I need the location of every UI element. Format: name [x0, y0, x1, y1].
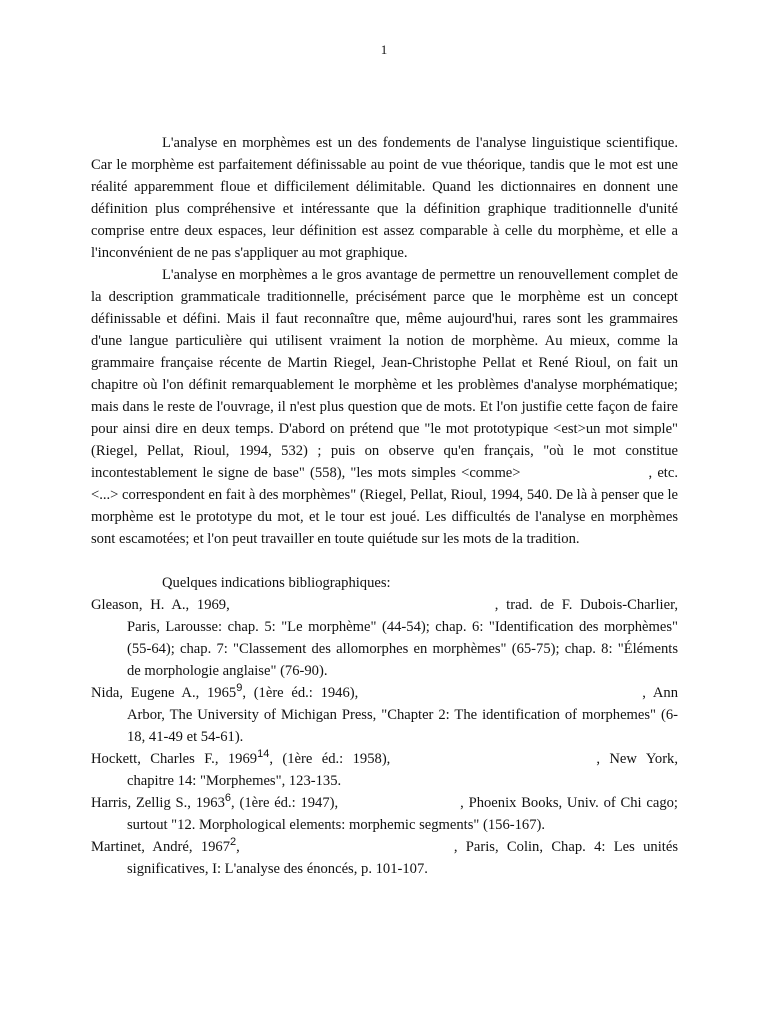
- entry-author: Gleason, H. A., 1969,: [91, 597, 230, 613]
- bibliography-list: [91, 594, 678, 880]
- entry-author: Nida, Eugene A., 1965: [91, 685, 237, 701]
- bibliography-entry-harris: [91, 792, 678, 836]
- entry-first-edition: , (1ère éd.: 1947),: [231, 795, 339, 811]
- page-number: 1: [380, 42, 388, 57]
- edition-superscript: 2: [230, 836, 237, 848]
- bibliography-entry-gleason: [91, 594, 678, 682]
- bibliography-heading: Quelques indications bibliographiques:: [162, 575, 391, 591]
- entry-author: Hockett, Charles F., 1969: [91, 751, 258, 767]
- edition-superscript: 6: [224, 792, 232, 804]
- paragraph-2: [91, 264, 678, 550]
- entry-author: Martinet, André, 1967: [91, 839, 231, 855]
- bibliography-entry-hockett: [91, 748, 678, 792]
- entry-first-edition: ,: [236, 839, 240, 855]
- entry-author: Harris, Zellig S., 1963: [91, 795, 225, 811]
- entry-first-edition: , (1ère éd.: 1946),: [242, 685, 359, 701]
- paragraph-1: L'analyse en morphèmes est un des fondements de l'analyse linguistique scientifique. Car le morphème est parfaitement définissable au point de vue théorique, tandis que le mot est une réalité apparemment floue et difficilement délimitable. Quand les dictionnaires en donnent une définition plus compréhensive et intéressante que la définition graphique traditionnelle d'unité comprise entre deux espaces, leur définition est assez comparable à celle du morphème, et elle a l'inconvénient de ne pas s'appliquer au mot graphique.: [91, 135, 678, 261]
- edition-superscript: 9: [236, 682, 243, 694]
- bibliography-entry-martinet: [91, 836, 678, 880]
- entry-details: , New York, chapitre 14: "Morphemes", 123-135.: [127, 751, 678, 789]
- entry-details: , Paris, Colin, Chap. 4: Les unités significatives, I: L'analyse des énoncés, p. 101-107.: [127, 839, 678, 877]
- paragraph-2-part-1: L'analyse en morphèmes a le gros avantage de permettre un renouvellement complet de la description grammaticale traditionnelle, précisément parce que le morphème est un concept définissable et défini. Mais il faut reconnaître que, même aujourd'hui, rares sont les grammaires d'une langue particulière qui utilisent vraiment la notion de morphème. Au mieux, comme la grammaire française récente de Martin Riegel, Jean-Christophe Pellat et René Rioul, on fait un chapitre où l'on définit remarquablement le morphème et les problèmes d'analyse morphématique; mais dans le reste de l'ouvrage, il n'est plus question que de mots. Et l'on justifie cette façon de faire pour ainsi dire en deux temps. D'abord on prétend que "le mot prototypique <est>un mot simple" (Riegel, Pellat, Rioul, 1994, 532) ; puis on observe qu'en français, "où le mot constitue incontestablement le signe de base" (558), "les mots simples <comme>: [91, 267, 678, 481]
- edition-superscript: 14: [257, 748, 270, 760]
- entry-details: , trad. de F. Dubois-Charlier, Paris, Larousse: chap. 5: "Le morphème" (44-54); chap. 6: "Identification des morphèmes" (55-64); chap. 7: "Classement des allomorphes en morphèmes" (65-75); chap. 8: "Éléments de morphologie anglaise" (76-90).: [127, 597, 678, 679]
- entry-first-edition: , (1ère éd.: 1958),: [269, 751, 391, 767]
- body-text: [91, 132, 678, 880]
- entry-details: , Ann Arbor, The University of Michigan Press, "Chapter 2: The identification of morphemes" (6-18, 41-49 et 54-61).: [127, 685, 678, 745]
- entry-details: , Phoenix Books, Univ. of Chi cago; surtout "12. Morphological elements: morphemic segments" (156-167).: [127, 795, 678, 833]
- paragraph-2-part-2: , etc. <...> correspondent en fait à des morphèmes" (Riegel, Pellat, Rioul, 1994, 540. De là à penser que le morphème est le prototype du mot, et le tour est joué. Les difficultés de l'analyse en morphèmes sont escamotées; et l'on peut travailler en toute quiétude sur les mots de la tradition.: [91, 465, 678, 547]
- bibliography-entry-nida: [91, 682, 678, 748]
